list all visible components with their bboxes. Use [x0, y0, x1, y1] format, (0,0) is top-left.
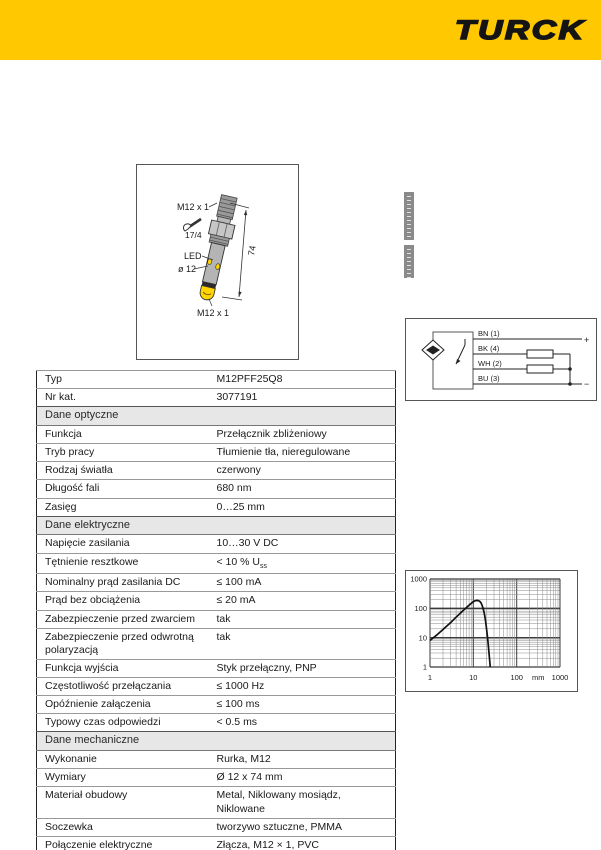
wire-label-bk: BK (4) [478, 344, 500, 353]
table-section-row [37, 732, 396, 751]
row-label: Połączenie elektryczne [37, 836, 211, 850]
thread-top [217, 195, 238, 220]
y-tick-label: 1000 [410, 574, 427, 584]
minus-symbol: − [584, 379, 590, 389]
product-image-box [136, 164, 299, 360]
sensor-block [433, 332, 473, 389]
row-label: Typowy czas odpowiedzi [37, 714, 211, 732]
table-section-row [37, 407, 396, 426]
row-label: Napięcie zasilania [37, 535, 211, 553]
section-label: Dane optyczne [37, 407, 396, 426]
row-label: Typ [37, 371, 211, 389]
table-row [37, 480, 396, 498]
section-label: Dane elektryczne [37, 516, 396, 535]
load-resistor [527, 365, 553, 373]
table-row [37, 553, 396, 574]
table-row [37, 751, 396, 769]
row-value: 10…30 V DC [211, 535, 396, 553]
row-value: < 10 % $U_{ss}$ [211, 553, 396, 574]
table-row [37, 818, 396, 836]
characteristic-curve-box [405, 570, 578, 692]
row-value: 0…25 mm [211, 498, 396, 516]
row-value: Ø 12 x 74 mm [211, 769, 396, 787]
side-tab [404, 192, 414, 240]
row-value: ≤ 20 mA [211, 592, 396, 610]
section-label: Dane mechaniczne [37, 732, 396, 751]
x-tick-label: 10 [469, 673, 478, 682]
wire-label-wh: WH (2) [478, 359, 502, 368]
wiring-diagram [406, 319, 596, 400]
row-label: Nominalny prąd zasilania DC [37, 574, 211, 592]
row-label: Zasięg [37, 498, 211, 516]
table-row [37, 836, 396, 850]
row-value: ≤ 1000 Hz [211, 678, 396, 696]
table-row [37, 498, 396, 516]
table-row [37, 659, 396, 677]
row-value: czerwony [211, 462, 396, 480]
header-band [0, 0, 601, 60]
row-value: < 0.5 ms [211, 714, 396, 732]
sensing-face [199, 285, 216, 301]
table-row [37, 574, 396, 592]
row-value: Rurka, M12 [211, 751, 396, 769]
x-axis-unit: mm [532, 673, 545, 682]
table-row [37, 769, 396, 787]
row-label: Opóźnienie załączenia [37, 696, 211, 714]
row-value: 680 nm [211, 480, 396, 498]
turck-logo: TURCK [454, 15, 585, 45]
row-value: Przełącznik zbliżeniowy [211, 426, 396, 444]
row-label: Tętnienie resztkowe [37, 553, 211, 574]
dimension-line-74 [239, 210, 246, 297]
label-wrench-size: 17/4 [185, 230, 202, 240]
row-label: Prąd bez obciążenia [37, 592, 211, 610]
row-label: Wykonanie [37, 751, 211, 769]
wire-label-bn: BN (1) [478, 329, 500, 338]
row-value: ≤ 100 mA [211, 574, 396, 592]
table-row [37, 678, 396, 696]
sensor-drawing [137, 165, 298, 359]
table-row [37, 610, 396, 628]
row-label: Soczewka [37, 818, 211, 836]
y-tick-label: 10 [418, 633, 427, 643]
row-label: Tryb pracy [37, 444, 211, 462]
table-row [37, 592, 396, 610]
wiring-diagram-box [405, 318, 597, 401]
table-row [37, 389, 396, 407]
table-row [37, 787, 396, 818]
row-label: Rodzaj światła [37, 462, 211, 480]
spec-table-body [37, 371, 396, 850]
row-value: ≤ 100 ms [211, 696, 396, 714]
label-thread-bottom: M12 x 1 [197, 308, 230, 318]
row-label: Materiał obudowy [37, 787, 211, 818]
row-label: Długość fali [37, 480, 211, 498]
row-label: Funkcja [37, 426, 211, 444]
row-value: tak [211, 610, 396, 628]
table-section-row [37, 516, 396, 535]
row-value: M12PFF25Q8 [211, 371, 396, 389]
table-row [37, 426, 396, 444]
table-row [37, 628, 396, 659]
row-value: tak [211, 628, 396, 659]
y-tick-label: 100 [414, 603, 427, 613]
label-length: 74 [246, 244, 258, 257]
table-row [37, 696, 396, 714]
x-tick-label: 1 [427, 673, 433, 682]
table-row [37, 462, 396, 480]
row-value: Tłumienie tła, nieregulowane [211, 444, 396, 462]
row-value: Styk przełączny, PNP [211, 659, 396, 677]
row-value: 3077191 [211, 389, 396, 407]
row-label: Zabezpieczenie przed zwarciem [37, 610, 211, 628]
plus-symbol: + [584, 335, 590, 345]
label-led: LED [184, 251, 202, 261]
row-label: Częstotliwość przełączania [37, 678, 211, 696]
table-row [37, 714, 396, 732]
row-value: Metal, Niklowany mosiądz, Niklowane [211, 787, 396, 818]
row-label: Zabezpieczenie przed odwrotną polaryzacją [37, 628, 211, 659]
label-thread-top: M12 x 1 [177, 202, 210, 212]
row-label: Nr kat. [37, 389, 211, 407]
row-label: Funkcja wyjścia [37, 659, 211, 677]
x-tick-label: 100 [510, 673, 523, 682]
row-value: Złącza, M12 × 1, PVC [211, 836, 396, 850]
spec-table [36, 370, 396, 850]
table-row [37, 371, 396, 389]
sensor-barrel [203, 243, 226, 285]
load-resistor [527, 350, 553, 358]
x-tick-label: 1000 [551, 673, 569, 682]
characteristic-curve-svg [406, 571, 577, 691]
table-row [37, 535, 396, 553]
label-diameter: ø 12 [178, 264, 197, 274]
row-label: Wymiary [37, 769, 211, 787]
y-tick-label: 1 [422, 662, 427, 672]
table-row [37, 444, 396, 462]
side-tab [404, 245, 414, 278]
wire-label-bu: BU (3) [478, 374, 500, 383]
row-value: tworzywo sztuczne, PMMA [211, 818, 396, 836]
